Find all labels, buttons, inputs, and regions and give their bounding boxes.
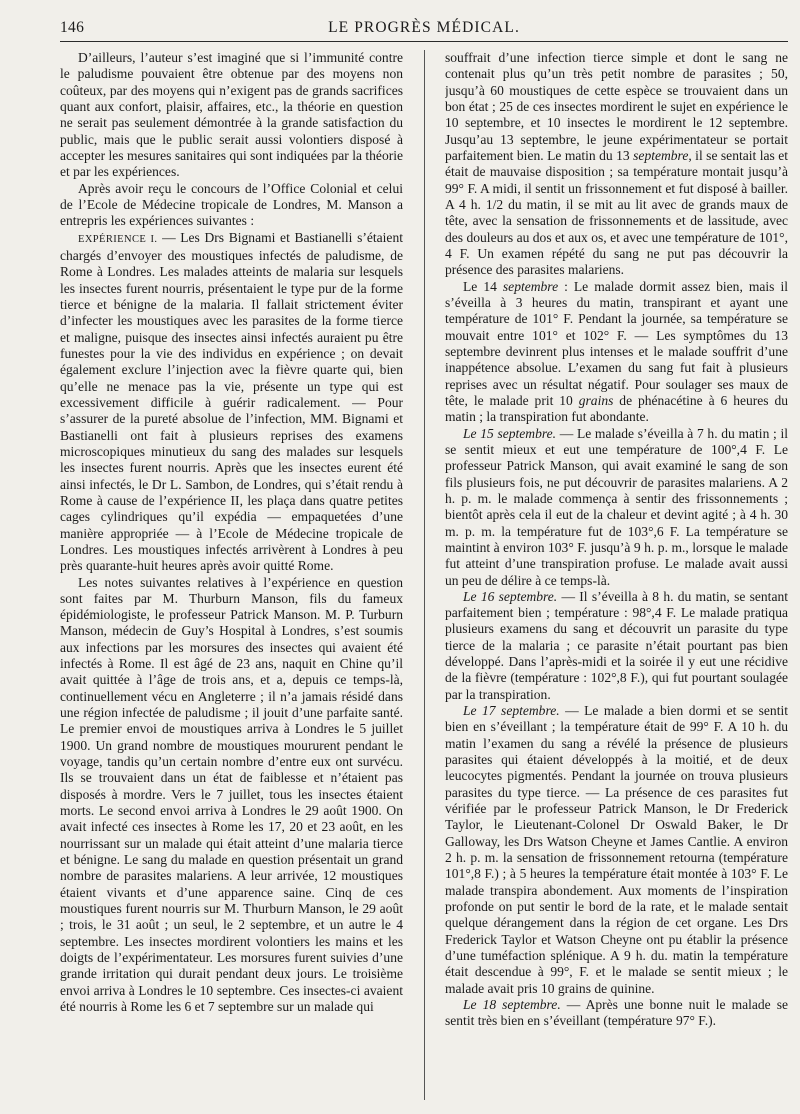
unit-italic: grains bbox=[578, 392, 614, 408]
date-italic: septembre bbox=[502, 278, 559, 294]
column-divider bbox=[424, 50, 425, 1100]
paragraph bbox=[445, 589, 788, 703]
date-italic: Le 18 septembre. bbox=[463, 997, 561, 1013]
paragraph bbox=[445, 279, 788, 426]
right-column bbox=[445, 50, 788, 1100]
page-number: 146 bbox=[60, 19, 85, 36]
paragraph-text: — Le malade s’éveilla à 7 h. du matin ; il se sentit mieux et eut une température de 100°,4 F. Le professeur Patrick Manson, qui avait examiné le sang de son fils plusieurs fois, ne put découvrir de parasites malariens. A 2 h. p. m. le malade commença à sentir des frissonnements ; bientôt après cela il eut de la chaleur et devint agité ; à 4 h. 30 m. p. m. la température fut de 103°,6 F. La température se maintint à environ 103° F. jusqu’à 9 h. p. m., lorsque le malade fut atteint d’une transpiration profuse. Le malade avait aussi un peu de délire à ce temps-là. bbox=[445, 425, 788, 588]
paragraph: D’ailleurs, l’auteur s’est imaginé que si l’immunité contre le paludisme pouvaient être obtenue par des moyens non coûteux, par des moyens qui n’exigent pas de grands sacrifices quant aux confort, plaisir, affaires, etc., la théorie en question ne serait pas seulement démontrée à la grande satisfaction du public, mais que le public serait aussi volontiers disposé à accepter les mesures sanitaires qui sont indiquées par la théorie et par les expériences. bbox=[60, 50, 403, 180]
experiment-label: EXPÉRIENCE I. bbox=[78, 233, 158, 245]
date-italic: Le 16 septembre. bbox=[463, 588, 558, 604]
left-column bbox=[60, 50, 403, 1100]
paragraph bbox=[445, 426, 788, 589]
date-italic: septembre bbox=[633, 147, 689, 163]
paragraph-text: , il se sentait las et était de mauvaise disposition ; sa température montait jusqu’à 99° F. A midi, il sentit un frissonnement et fut disposé à bailler. A 4 h. 1/2 du matin, il se mit au lit avec de grands maux de tête, avec la sensation de frissonnements et de lassitude, avec des douleurs au dos et aux os, et avec une température de 101°, 4 F. Un examen répété du sang ne put pas découvrir la présence des parasites malariens. bbox=[445, 147, 788, 278]
running-header bbox=[60, 19, 788, 41]
paragraph bbox=[445, 703, 788, 997]
paragraph-lead: Le 14 bbox=[463, 278, 497, 294]
paragraph-text: — Les Drs Bignami et Bastianelli s’étaient chargés d’envoyer des moustiques infectés de paludisme, de Rome à Londres. Les malades atteints de malaria sur lesquels les insectes furent nourris, présentaient le type pur de la forme tierce et bénigne de la malaria. Il fallait strictement éviter d’infecter les moustiques avec les parasites de la forme tierce et maligne, puisque des insectes ainsi infectés auraient pu être funestes pour la vie des individus en expérience ; on devait également exclure l’injection avec la fièvre quarte qui, bien qu’elle ne menace pas la vie, présente un type qui est excessivement difficile à guérir radicalement. — Pour s’assurer de la pureté absolue de l’infection, MM. Bignami et Bastianelli ont fait à plusieurs reprises des examens microscopiques minutieux du sang des malades sur lesquels les insectes furent nourris. Après que les insectes eurent été ainsi infectés, le Dr L. Sambon, de Londres, qui s’était rendu à Rome à cause de l’expérience II, les plaça dans quatre petites cages cylindriques qu’il expédia — empaquetées d’une manière appropriée — à l’Ecole de Médecine tropicale de Londres. Les moustiques infectés arrivèrent à Londres à peu près quarante-huit heures après avoir quitté Rome. bbox=[60, 229, 403, 574]
paragraph-text: — Il s’éveilla à 8 h. du matin, se sentant parfaitement bien ; température : 98°,4 F. Le malade pratiqua plusieurs examens du sang et découvrit un parasite du type tierce de la malaria ; ce parasite n’était pourtant pas bien développé. Dans l’après-midi et la soirée il y eut une récidive de la fièvre (température : 102°,8 F.), qui fut pourtant soulagée par la transpiration. bbox=[445, 588, 788, 702]
paragraph-text: de phénacétine à 6 heures du matin ; la transpiration fut abondante. bbox=[445, 392, 788, 425]
paragraph: Après avoir reçu le concours de l’Office Colonial et celui de l’Ecole de Médecine tropicale de Londres, M. Manson a entrepris les expériences suivantes : bbox=[60, 180, 403, 229]
date-italic: Le 15 septembre. bbox=[463, 425, 557, 441]
paragraph bbox=[445, 997, 788, 1030]
paragraph-text: — Le malade a bien dormi et se sentit bien en s’éveillant ; la température était de 99° F. A 10 h. du matin l’examen du sang a révélé la présence de plusieurs parasites qui étaient développés à la moitié, et de deux leucocytes pigmentés. Pendant la journée on trouva plusieurs parasites du type tierce. — La présence de ces parasites fut vérifiée par le professeur Patrick Manson, le Dr Frederick Taylor, le Lieutenant-Colonel Dr Oswald Baker, le Dr Galloway, les Drs Watson Cheyne et James Cantlie. A environ 2 h. p. m. la sensation de frissonnement retourna (température 101°,8 F.) ; à 5 heures la température était montée à 103° F. Le malade transpira abondement. Aux moments de l’inspiration profonde on put sentir le bord de la rate, et le malade sentait quelque dérangement dans la région de cet organe. Les Drs Frederick Taylor et Watson Cheyne ont pu établir la présence d’une tuméfaction splénique. A 9 h. du. matin la température était descendue à 99°, F. et le malade se sentit mieux ; le malade avait pris 10 grains de quinine. bbox=[445, 703, 788, 996]
journal-title: LE PROGRÈS MÉDICAL. bbox=[328, 19, 520, 36]
header-rule bbox=[60, 41, 788, 42]
paragraph-text: : Le malade dormit assez bien, mais il s’éveilla à 3 heures du matin, transpirant et ayant une température de 101° F. Pendant la journée, sa température se mouvait entre 101° et 102° F. — Les symptômes du 13 septembre devinrent plus intenses et le malade souffrit d’une inappétence absolue. L’examen du sang fut fait à plusieurs reprises avec un résultat négatif. Pour soulager ses maux de tête, le malade prit 10 bbox=[445, 278, 788, 408]
paragraph: Les notes suivantes relatives à l’expérience en question sont faites par M. Thurburn Manson, fils du fameux épidémiologiste, le professeur Patrick Manson. M. P. Turburn Manson, médecin de Guy’s Hospital à Londres, s’est soumis aux infections par les morsures des insectes qui avaient été infectés à Rome. Il est âgé de 23 ans, naquit en Chine qu’il avait quittée à l’âge de trois ans, et a, depuis ce temps-là, continuellement vécu en Angleterre ; il n’a jamais résidé dans une région infectée de paludisme ; il jouit d’une parfaite santé. Le premier envoi de moustiques arriva à Londres le 5 juillet 1900. Un grand nombre de moustiques moururent pendant le voyage, tandis qu’un certain nombre d’entre eux ont survécu. Ils se trouvaient dans un état de faiblesse et n’étaient pas disposés à mordre. Vers le 7 juillet, tous les insectes étaient morts. Le second envoi arriva à Londres le 29 août 1900. On avait infecté ces insectes à Rome les 17, 20 et 23 août, en les nourrissant sur un malade qui était atteint d’une malaria tierce et bénigne. Le sang du malade en question présentait un grand nombre de parasites malariens. A leur arrivée, 12 moustiques étaient vivants et d’une apparence saine. Cinq de ces moustiques furent nourris sur M. Thurburn Manson, le 29 août ; trois, le 31 août ; un seul, le 2 septembre, et un autre le 4 septembre. Les insectes mordirent volontiers les mains et les doigts de l’expérimentateur. Les morsures furent suivies d’une grande irritation qui durait pendant deux jours. Le troisième envoi arriva à Londres le 10 septembre. Ces insectes-ci avaient été nourris à Rome les 6 et 7 septembre sur un malade qui bbox=[60, 574, 403, 1015]
date-italic: Le 17 septembre. bbox=[463, 703, 560, 719]
paragraph bbox=[445, 50, 788, 279]
paragraph-text: — Après une bonne nuit le malade se sentit très bien en s’éveillant (température 97° F.). bbox=[445, 997, 788, 1029]
paragraph bbox=[60, 230, 403, 575]
paragraph-text: souffrait d’une infection tierce simple et dont le sang ne contenait plus qu’un très petit nombre de parasites ; 50, jusqu’à 60 moustiques de cette espèce se trouvaient dans un bon état ; 25 de ces insectes mordirent le sujet en expérience le 10 septembre, et 10 insectes le mordirent le 12 septembre. Jusqu’au 13 septembre, le jeune expérimentateur se portait parfaitement bien. Le matin du 13 bbox=[445, 50, 788, 163]
